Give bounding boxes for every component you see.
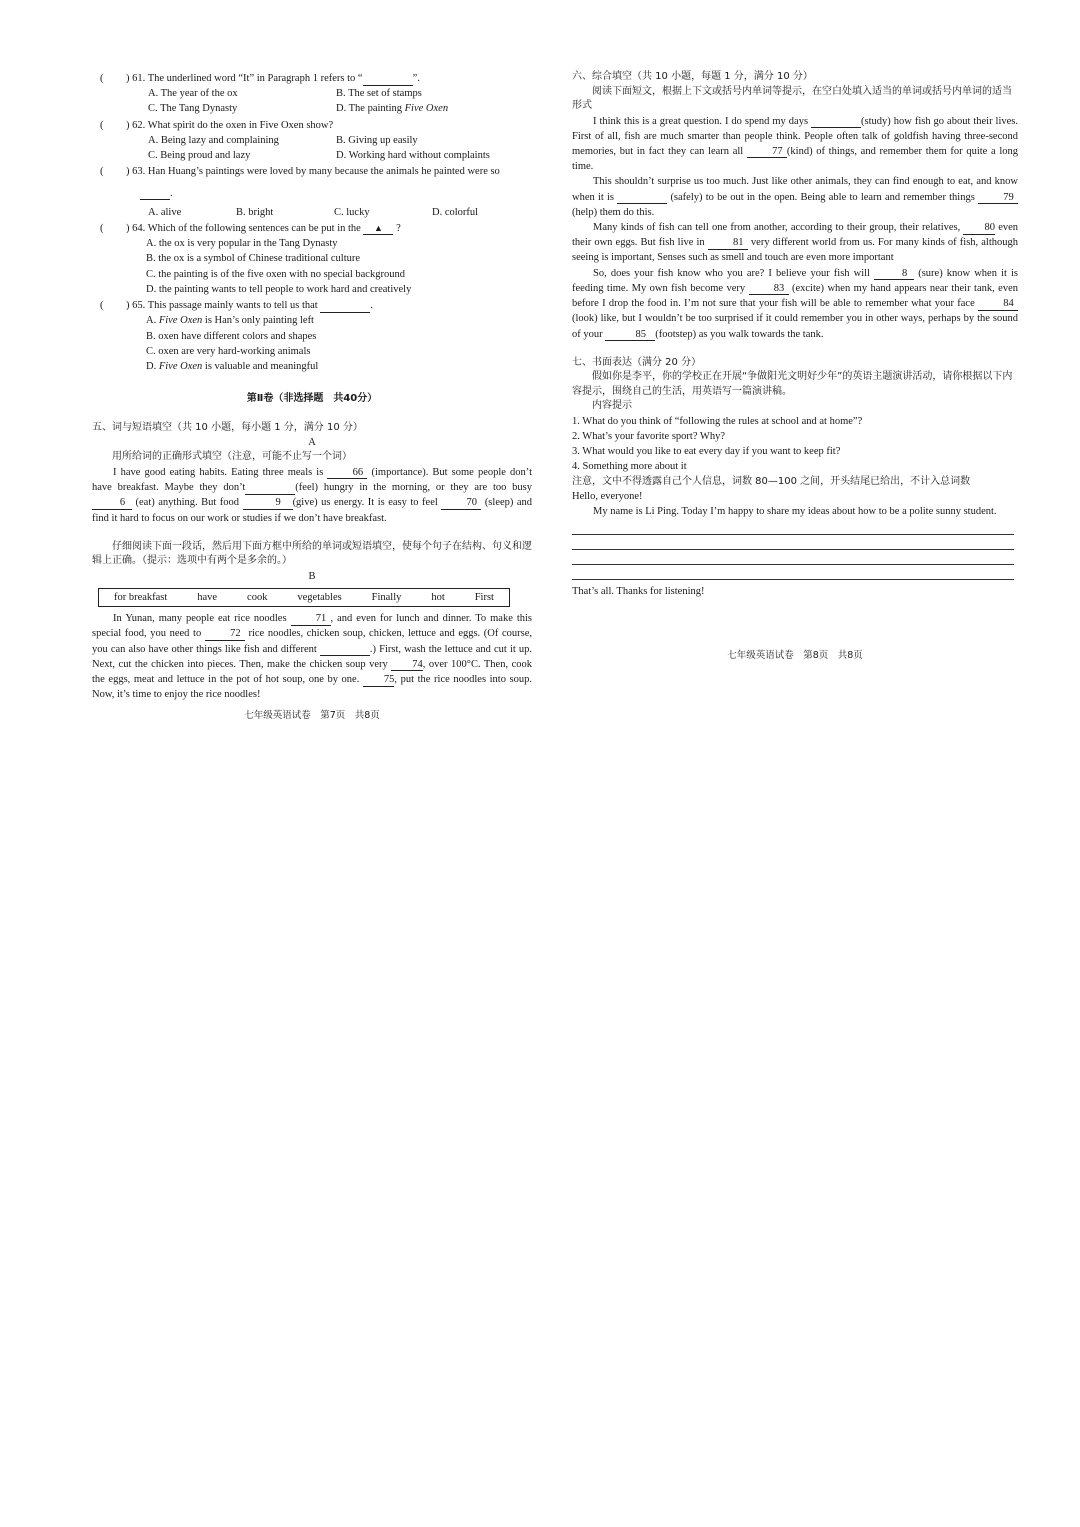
part2-title: 第Ⅱ卷（非选择题 共40分） — [246, 393, 378, 405]
word-box-item: cook — [247, 591, 268, 603]
options — [126, 133, 532, 163]
page-footer: 七年级英语试卷 第8页 共8页 — [727, 649, 863, 661]
section7-intro: 假如你是李平，你的学校正在开展“争做阳光文明好少年”的英语主题演讲活动，请你根据以下内容提示，围绕自己的生活，用英语写一篇演讲稿。 — [572, 371, 1013, 397]
blank-75[interactable]: 75 — [363, 674, 395, 687]
options — [126, 205, 532, 220]
passage-text: In Yunan, many people eat rice noodles — [113, 613, 287, 625]
writing-line[interactable] — [572, 520, 1014, 535]
section-a-instructions: 用所给词的正确形式填空（注意，可能不止写一个词） — [112, 451, 352, 463]
question-number: ) 61. — [126, 73, 146, 84]
passage-text: rice noodles, chicken soup, chicken, lettuce and eggs. (Of course, you can also have other things like fish and different — [92, 628, 533, 655]
blank-79[interactable]: 79 — [978, 192, 1018, 205]
passage-text: Many kinds of fish can tell one from another, according to their group, their relatives, — [593, 222, 961, 234]
passage-paragraph-1 — [572, 114, 1018, 175]
blank-83[interactable]: 83 — [749, 283, 789, 296]
option-b: B. bright — [236, 206, 274, 218]
passage-text: (sure) know when it is feeding time. My own fish become very — [572, 267, 1019, 294]
question-62 — [92, 118, 532, 164]
option-c: C. Being proud and lazy — [148, 150, 251, 162]
speech-greeting: Hello, everyone! — [572, 491, 643, 503]
question-stem: Which of the following sentences can be put in the — [147, 222, 361, 234]
word-box-item: vegetables — [297, 591, 342, 603]
option-d-text: D. The painting — [336, 103, 405, 115]
option-a-text: is Han’s only painting left — [202, 315, 314, 327]
word-box-item: for breakfast — [113, 591, 168, 603]
passage-text: So, does your fish know who you are? I believe your fish will — [593, 267, 870, 279]
blank-74[interactable]: 74 — [391, 659, 423, 672]
blank-76[interactable] — [811, 116, 861, 129]
blank-67[interactable] — [245, 482, 295, 495]
right-page-column — [572, 70, 1018, 663]
speech-closing: That’s all. Thanks for listening! — [572, 585, 705, 597]
passage-text: very different world from us. For many kinds of fish, although seeing is important, Senses such as smell and touch are even more important — [572, 237, 1019, 264]
question-64 — [92, 221, 532, 297]
passage-paragraph-3 — [572, 220, 1018, 266]
passage-paragraph-2 — [572, 174, 1018, 220]
option-d: D. the painting wants to tell people to work hard and creatively — [146, 283, 412, 295]
question-stem: This passage mainly wants to tell us that — [147, 300, 318, 312]
passage-text: (footstep) as you walk towards the tank. — [655, 328, 824, 340]
stem-end: ? — [396, 222, 401, 234]
passage-text: , and even for lunch and dinner. To make this special food, you need to — [92, 613, 533, 640]
option-a: A. Being lazy and complaining — [148, 134, 279, 146]
stem-blank-line: . — [126, 186, 532, 201]
blank-78[interactable] — [617, 192, 667, 205]
blank-80[interactable]: 80 — [963, 222, 995, 235]
passage-text: .) First, wash the lettuce and cut it up. Next, cut the chicken into pieces. Then, make the chicken soup very — [92, 643, 533, 670]
answer-blank[interactable] — [320, 300, 370, 313]
passage-text: , put the rice noodles into soup. Now, it’s time to enjoy the rice noodles! — [92, 674, 532, 701]
question-number: ) 65. — [126, 300, 146, 312]
writing-line[interactable] — [572, 565, 1014, 580]
question-stem: What spirit do the oxen in Five Oxen show? — [147, 119, 334, 131]
question-63 — [92, 164, 532, 220]
answer-paren-open: ( — [100, 119, 104, 131]
word-box-item: First — [474, 591, 494, 603]
section-b-passage — [92, 611, 532, 702]
word-box-item: hot — [431, 591, 445, 603]
option-a-italic: Five Oxen — [158, 315, 203, 327]
writing-note: 注意，文中不得透露自己个人信息，词数 80—100 之间，开头结尾已给出，不计入总词数 — [572, 475, 971, 487]
blank-69[interactable]: 9 — [243, 497, 293, 510]
section6-instructions: 阅读下面短文，根据上下文或括号内单词等提示，在空白处填入适当的单词或括号内单词的适当形式 — [572, 85, 1012, 111]
passage-text: I think this is a great question. I do spend my days — [593, 115, 809, 127]
passage-text: (safely) to be out in the open. Being able to learn and remember things — [670, 191, 975, 203]
passage-text: (excite) when my hand appears near their tank, even before I drop the food in. I’m not sure that your fish will be able to remember what your face — [572, 282, 1018, 310]
answer-paren-open: ( — [100, 300, 104, 312]
blank-84[interactable]: 84 — [978, 298, 1018, 311]
option-b: B. The set of stamps — [336, 88, 422, 100]
word-box-item: have — [197, 591, 218, 603]
question-61 — [92, 71, 532, 117]
passage-text: This shouldn’t surprise us too much. Just like other animals, they can find enough to eat, and know when it is — [572, 176, 1018, 203]
question-stem: Han Huang’s paintings were loved by many because the animals he painted were so — [147, 166, 500, 178]
option-c: C. the painting is of the five oxen with no special background — [146, 268, 405, 280]
passage-text: (look) like, but I wouldn’t be too surprised if it could remember you in other ways, perhaps by the sound of your — [572, 313, 1018, 340]
word-box — [98, 588, 510, 607]
option-a: A. Five Oxen is Han’s only painting left — [146, 315, 314, 327]
question-stem: The underlined word “It” in Paragraph 1 refers to “ — [147, 73, 363, 84]
question-number: ) 63. — [126, 166, 146, 178]
option-d: D. colorful — [432, 206, 479, 218]
section-a-passage — [92, 465, 532, 526]
hint-item: 1. What do you think of “following the rules at school and at home”? — [572, 415, 863, 427]
passage-text: I have good eating habits. Eating three meals is — [113, 466, 324, 478]
blank-68[interactable]: 6 — [92, 497, 132, 510]
option-d: D. Five Oxen is valuable and meaningful — [146, 360, 319, 372]
passage-text: (eat) anything. But food — [135, 497, 240, 509]
option-d-italic: Five Oxen — [158, 360, 203, 372]
passage-text: (sleep) and find it hard to focus on our work or studies if we don’t have breakfast. — [92, 497, 533, 524]
option-a: A. the ox is very popular in the Tang Dynasty — [146, 238, 338, 250]
blank-85[interactable]: 85 — [605, 329, 655, 342]
option-d — [336, 101, 532, 116]
blank-77[interactable]: 77 — [747, 146, 787, 159]
blank-82[interactable]: 8 — [874, 268, 914, 281]
hint-item: 4. Something more about it — [572, 461, 687, 473]
page-footer: 七年级英语试卷 第7页 共8页 — [244, 709, 380, 721]
options — [126, 86, 532, 116]
blank-66[interactable]: 66 — [327, 467, 367, 480]
blank-70[interactable]: 70 — [441, 497, 481, 510]
passage-text: (help) them do this. — [572, 206, 655, 218]
option-a: A. The year of the ox — [148, 88, 238, 100]
answer-paren-open: ( — [100, 166, 104, 178]
option-b: B. Giving up easily — [336, 134, 418, 146]
question-number: ) 64. — [126, 222, 146, 234]
triangle-mark-icon: ▲ — [363, 224, 393, 235]
passage-paragraph-4 — [572, 266, 1018, 342]
option-d-text: is valuable and meaningful — [202, 360, 319, 372]
passage-text: even their own eggs. But fish live in — [572, 222, 1019, 249]
speech-opening: My name is Li Ping. Today I’m happy to share my ideas about how to be a polite sunny student. — [593, 506, 997, 518]
section7-title: 七、书面表达（满分 20 分） — [572, 356, 702, 368]
left-page-column — [92, 70, 532, 722]
section-a-label: A — [308, 437, 316, 449]
question-65: ( ) 65. This passage mainly wants to tell us that . A. Five Oxen is Han’s only painting left B. oxen have different colors and shapes C. oxen are very hard-working animals D. Five Oxen is valuable and meaningful — [92, 298, 532, 374]
passage-text: (feel) hungry in the morning, or they are too busy — [295, 482, 532, 494]
option-a: A. alive — [148, 206, 182, 218]
question-number: ) 62. — [126, 119, 146, 131]
blank-72[interactable]: 72 — [205, 628, 245, 641]
blank-81[interactable]: 81 — [708, 237, 748, 250]
section5-title: 五、词与短语填空（共 10 小题，每小题 1 分，满分 10 分） — [92, 421, 363, 433]
section-b-instructions: 仔细阅读下面一段话，然后用下面方框中所给的单词或短语填空，使每个句子在结构、句义和逻辑上正确。（提示：选项中有两个是多余的。） — [92, 540, 532, 567]
passage-text: (kind) of things, and remember them for quite a long time. — [572, 145, 1019, 173]
section6-title: 六、综合填空（共 10 小题，每题 1 分，满分 10 分） — [572, 71, 813, 82]
writing-line[interactable] — [572, 550, 1014, 565]
passage-text: (give) us energy. It is easy to feel — [292, 497, 438, 509]
option-b: B. the ox is a symbol of Chinese traditional culture — [146, 253, 361, 265]
option-c: C. lucky — [334, 206, 370, 218]
option-b: B. oxen have different colors and shapes — [146, 330, 317, 342]
option-c: C. The Tang Dynasty — [148, 103, 238, 115]
stem-end: ”. — [412, 73, 420, 84]
answer-blank[interactable] — [363, 73, 413, 86]
hint-item: 2. What’s your favorite sport? Why? — [572, 431, 725, 442]
passage-text: (study) how fish go about their lives. First of all, fish are much smarter than people think. People often talk of goldfish having three-second memories, but in fact they can learn all — [572, 115, 1019, 157]
option-d-italic: Five Oxen — [404, 103, 449, 115]
passage-text: , over 100°C. Then, cook the eggs, meat and lettuce in the pot of hot soup, one by one. — [92, 658, 533, 686]
answer-paren-open: ( — [100, 73, 104, 84]
option-d: D. Working hard without complaints — [336, 150, 490, 162]
word-box-item: Finally — [371, 591, 402, 603]
answer-paren-open: ( — [100, 222, 104, 234]
hint-item: 3. What would you like to eat every day if you want to keep fit? — [572, 446, 841, 458]
answer-blank[interactable] — [140, 188, 170, 201]
writing-line[interactable] — [572, 535, 1014, 550]
passage-text: (importance). But some people don’t have breakfast. Maybe they don’t — [92, 466, 532, 494]
blank-73[interactable] — [320, 644, 370, 657]
section-b-label: B — [308, 570, 316, 582]
blank-71[interactable]: 71 — [291, 613, 331, 626]
hint-label: 内容提示 — [592, 400, 632, 412]
option-c: C. oxen are very hard-working animals — [146, 345, 311, 357]
